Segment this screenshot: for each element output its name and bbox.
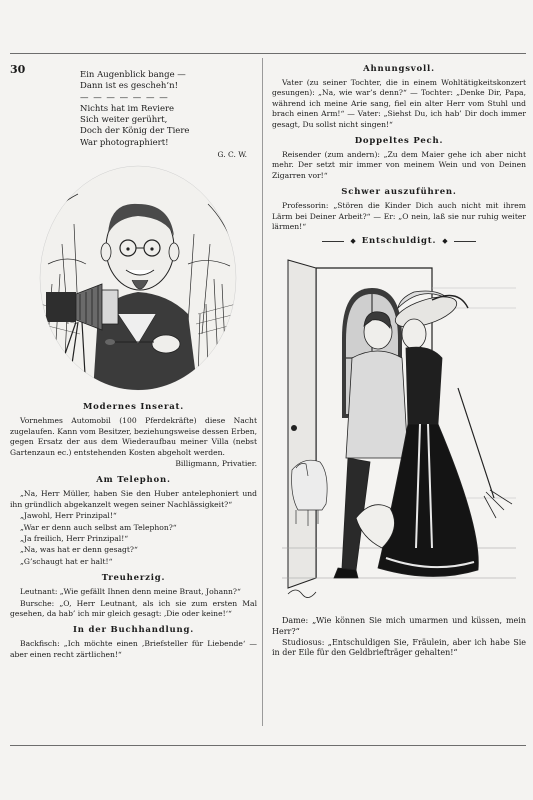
right-column xyxy=(272,58,526,659)
cartoon-illustration xyxy=(282,248,526,608)
article-paragraph: „Na, Herr Müller, haben Sie den Huber antelephoniert und ihn gründlich abgekanzelt wegen seiner Nachlässigkeit?“ xyxy=(10,489,257,509)
cartoon-title: Entschuldigt. xyxy=(361,236,437,247)
article-title: Treuherzig. xyxy=(101,573,166,584)
poem-line: War photographiert! xyxy=(80,137,169,148)
ornament-icon: ◆ xyxy=(442,237,448,246)
article-paragraph: Professorin: „Stören die Kinder Dich auch nicht mit ihrem Lärm bei Deiner Arbeit?“ — Er: „O nein, laß sie nur ruhig weiter lärmen!“ xyxy=(272,201,526,232)
article-paragraph: „G’schaugt hat er halt!“ xyxy=(20,556,113,566)
article-paragraph: „Ja freilich, Herr Prinzipal!“ xyxy=(20,534,129,544)
article-in-der-buchhandlung xyxy=(10,625,257,660)
article-paragraph: Reisender (zum andern): „Zu dem Maier gehe ich aber nicht mehr. Der setzt mir immer von meinem Wein und von Deinen Zigarren vor!“ xyxy=(272,150,526,180)
article-title: Modernes Inserat. xyxy=(82,402,185,413)
article-paragraph: Vater (zu seiner Tochter, die in einem Wohltätigkeitskonzert gesungen): „Na, wie war’s denn?“ — Tochter: „Denke Dir, Papa, während ich meine Arie sang, fiel ein alter Herr vom Stuhl und brach einen Arm!“ — Vater: „Siehst Du, ich hab’ Dir doch immer gesagt, Du sollst nicht singen!“ xyxy=(272,78,526,129)
poem xyxy=(80,70,257,160)
article-paragraph: Vornehmes Automobil (100 Pferdekräfte) diese Nacht zugelaufen. Kann vom Besitzer, beziehungsweise dessen Erben, gegen Ersatz der aus dem Wiederaufbau meiner Villa (nebst Gartenzaun ec.) entstehenden Kosten abgeholt werden. xyxy=(10,416,257,457)
heading-rule-right xyxy=(454,241,476,242)
cartoon-caption xyxy=(272,616,526,658)
article-paragraph: Backfisch: „Ich möchte einen ‚Briefsteller für Liebende‘ — aber einen recht zärtlichen!“ xyxy=(10,639,257,659)
article-ahnungsvoll xyxy=(272,64,526,130)
caption-line: Dame: „Wie können Sie mich umarmen und küssen, mein Herr?“ xyxy=(272,616,526,637)
article-paragraph: „War er denn auch selbst am Telephon?“ xyxy=(20,522,177,532)
poem-line: Ein Augenblick bange — xyxy=(80,70,186,80)
article-treuherzig xyxy=(10,573,257,619)
ornament-icon: ◆ xyxy=(350,237,356,246)
photographer-illustration xyxy=(38,164,257,392)
poem-line: Nichts hat im Reviere xyxy=(80,103,175,114)
article-title: Ahnungsvoll. xyxy=(363,64,435,74)
poem-line: Sich weiter gerührt, xyxy=(80,115,168,126)
article-modernes-inserat xyxy=(10,402,257,469)
poem-line: Dann ist es gescheh’n! xyxy=(80,81,178,92)
article-paragraph: „Jawohl, Herr Prinzipal!“ xyxy=(20,511,117,521)
article-am-telephon xyxy=(10,475,257,567)
poem-line: Doch der König der Tiere xyxy=(80,126,190,137)
article-title: In der Buchhandlung. xyxy=(73,625,194,636)
article-title: Doppeltes Pech. xyxy=(354,136,444,147)
article-signature: Billigmann, Privatier. xyxy=(175,459,257,468)
page-number: 30 xyxy=(10,63,26,76)
article-title: Schwer auszuführen. xyxy=(341,187,457,198)
article-title: Am Telephon. xyxy=(96,475,171,486)
column-rule xyxy=(262,58,263,726)
cartoon-heading xyxy=(272,236,526,246)
caption-line: Studiosus: „Entschuldigen Sie, Fräulein, aber ich habe Sie in der Eile für den Geldbriefträger gehalten!“ xyxy=(272,637,526,658)
poem-signature: G. C. W. xyxy=(217,150,247,160)
article-paragraph: Bursche: „O, Herr Leutnant, als ich sie zum ersten Mal gesehen, da hab’ ich mir gleich gesagt: ‚Die oder keine!‘“ xyxy=(10,598,257,619)
left-column xyxy=(10,58,257,661)
top-rule xyxy=(10,53,526,54)
article-paragraph: Leutnant: „Wie gefällt Ihnen denn meine Braut, Johann?“ xyxy=(20,587,241,597)
bottom-rule xyxy=(10,745,526,746)
article-schwer-auszufuehren xyxy=(272,187,526,232)
article-paragraph: „Na, was hat er denn gesagt?“ xyxy=(20,545,138,555)
heading-rule-left xyxy=(322,241,344,242)
poem-line: — — — — — — — xyxy=(80,92,169,103)
article-doppeltes-pech xyxy=(272,136,526,181)
